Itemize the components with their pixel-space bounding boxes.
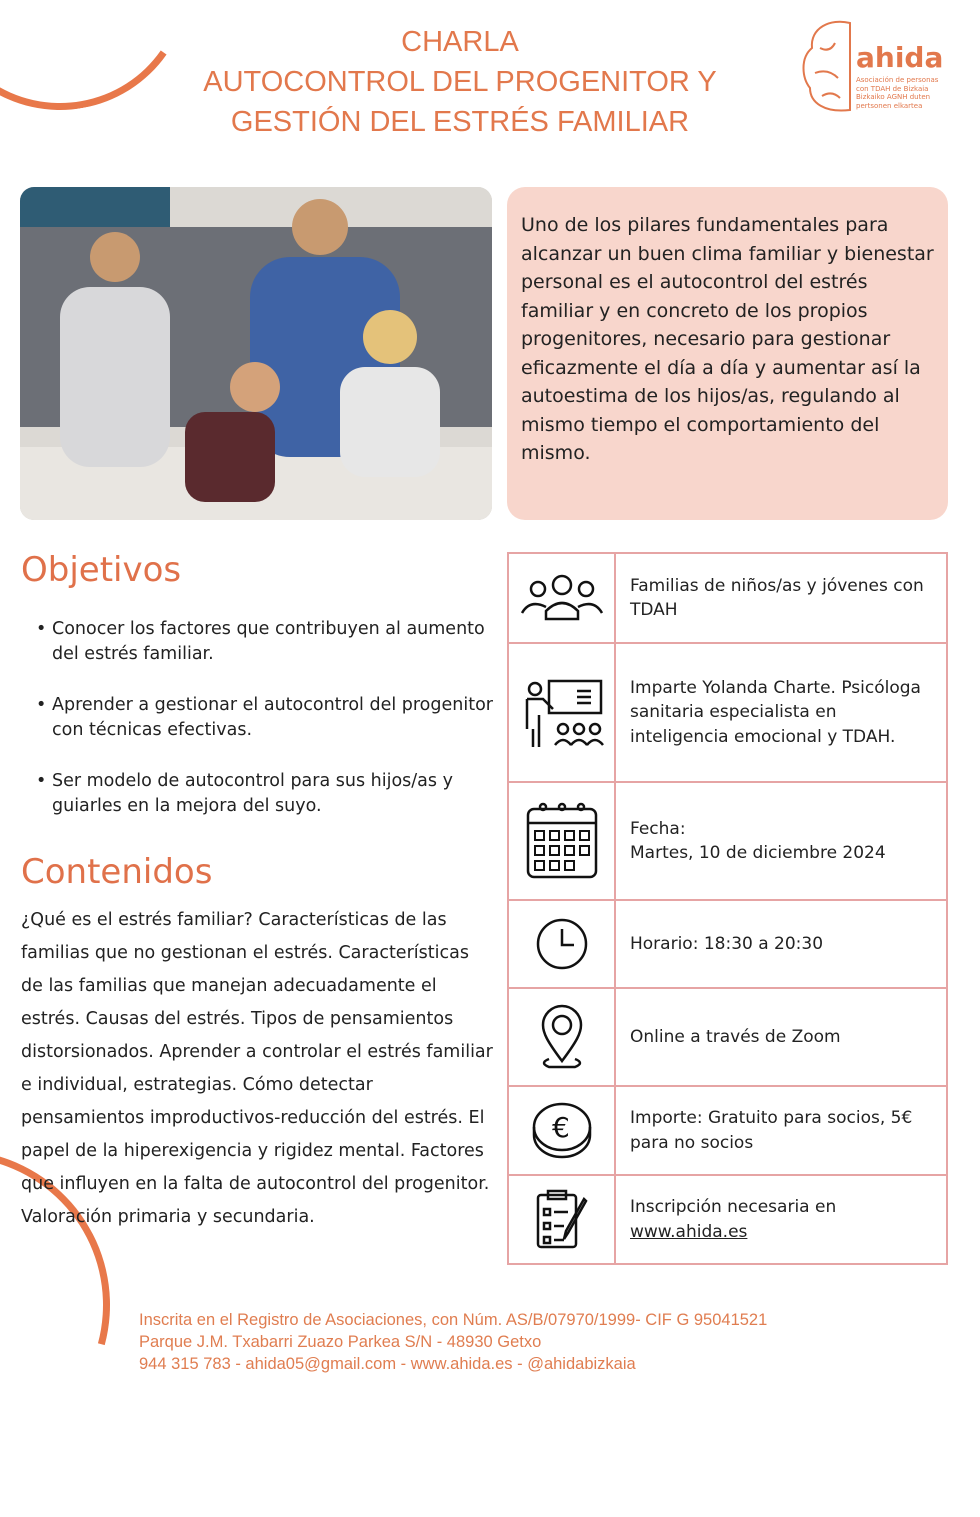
clipboard-icon <box>509 1176 616 1263</box>
website-link[interactable]: www.ahida.es <box>630 1221 748 1242</box>
info-row-price <box>509 1085 946 1174</box>
footer-registry: Inscrita en el Registro de Asociaciones, con Núm. AS/B/07970/1999- CIF G 95041521 <box>139 1311 768 1329</box>
intro-panel: Uno de los pilares fundamentales para alcanzar un buen clima familiar y bienestar personal es el autocontrol del estrés familiar y en concreto de los propios progenitores, necesario para gestionar eficazmente el día a día y aumentar así la autoestima de los hijos/as, regulando al mismo tiempo el comportamiento del mismo. <box>507 187 948 520</box>
list-item: • Conocer los factores que contribuyen al aumento del estrés familiar. <box>36 617 506 667</box>
info-table <box>507 552 948 1265</box>
contenidos-text: ¿Qué es el estrés familiar? Características de las familias que no gestionan el estrés. Características de las familias que manejan adecuadamente el estrés. Causas del estrés. Tipos de pensamientos distorsionados. Aprender a controlar el estrés familiar e individual, estrategias. Cómo detectar pensamientos improductivos-reducción del estrés. El papel de la hiperexigencia y rigidez mental. Factores que influyen en la falta de autocontrol del progenitor. Valoración primaria y secundaria. <box>21 910 493 1227</box>
info-text: Imparte Yolanda Charte. Psicóloga sanitaria especialista en inteligencia emocional y TDAH. <box>630 677 921 747</box>
info-row-date <box>509 781 946 899</box>
footer-contact: 944 315 783 - ahida05@gmail.com - www.ahida.es - @ahidabizkaia <box>139 1355 636 1373</box>
teacher-icon <box>509 644 616 781</box>
title-line: AUTOCONTROL DEL PROGENITOR Y <box>203 66 717 98</box>
logo-text: Asociación de personas <box>856 76 939 84</box>
info-text: Horario: 18:30 a 20:30 <box>630 933 824 954</box>
objetivos-heading: Objetivos <box>21 550 182 590</box>
info-row-speaker <box>509 642 946 781</box>
svg-text:€: € <box>551 1110 570 1144</box>
info-text: Familias de niños/as y jóvenes con TDAH <box>630 575 924 620</box>
logo-text: Bizkaiko AGNH duten <box>856 93 931 101</box>
footer <box>139 1309 767 1375</box>
info-text: Importe: Gratuito para socios, 5€ para no socios <box>630 1108 913 1153</box>
registration-text: Inscripción necesaria en <box>630 1197 837 1217</box>
euro-coin-icon <box>509 1087 616 1174</box>
info-text <box>616 1176 946 1263</box>
info-row-audience <box>509 554 946 642</box>
list-item: • Ser modelo de autocontrol para sus hijos/as y guiarles en la mejora del suyo. <box>36 769 506 819</box>
page-title <box>150 22 770 142</box>
location-pin-icon <box>509 989 616 1085</box>
logo-text: pertsonen elkartea <box>856 101 923 110</box>
info-row-time <box>509 899 946 987</box>
calendar-icon <box>509 783 616 899</box>
objetivos-list <box>36 617 506 845</box>
footer-address: Parque J.M. Txabarri Zuazo Parkea S/N - 48930 Getxo <box>139 1333 542 1351</box>
title-line: GESTIÓN DEL ESTRÉS FAMILIAR <box>230 106 690 138</box>
title-line: CHARLA <box>401 26 519 58</box>
info-text: Online a través de Zoom <box>630 1026 841 1047</box>
list-item: • Aprender a gestionar el autocontrol del progenitor con técnicas efectivas. <box>36 693 506 743</box>
contenidos-heading: Contenidos <box>21 852 213 892</box>
info-row-location <box>509 987 946 1085</box>
info-row-registration <box>509 1174 946 1263</box>
info-text <box>616 783 946 899</box>
ahida-logo <box>800 18 950 118</box>
brain-icon <box>800 18 860 118</box>
date-label: Fecha: <box>630 818 686 839</box>
family-stress-photo <box>20 187 492 520</box>
logo-text: con TDAH de Bizkaia <box>856 84 929 93</box>
logo-name: ahida <box>856 41 944 74</box>
clock-icon <box>509 901 616 987</box>
group-icon <box>509 554 616 642</box>
date-value: Martes, 10 de diciembre 2024 <box>630 843 886 863</box>
